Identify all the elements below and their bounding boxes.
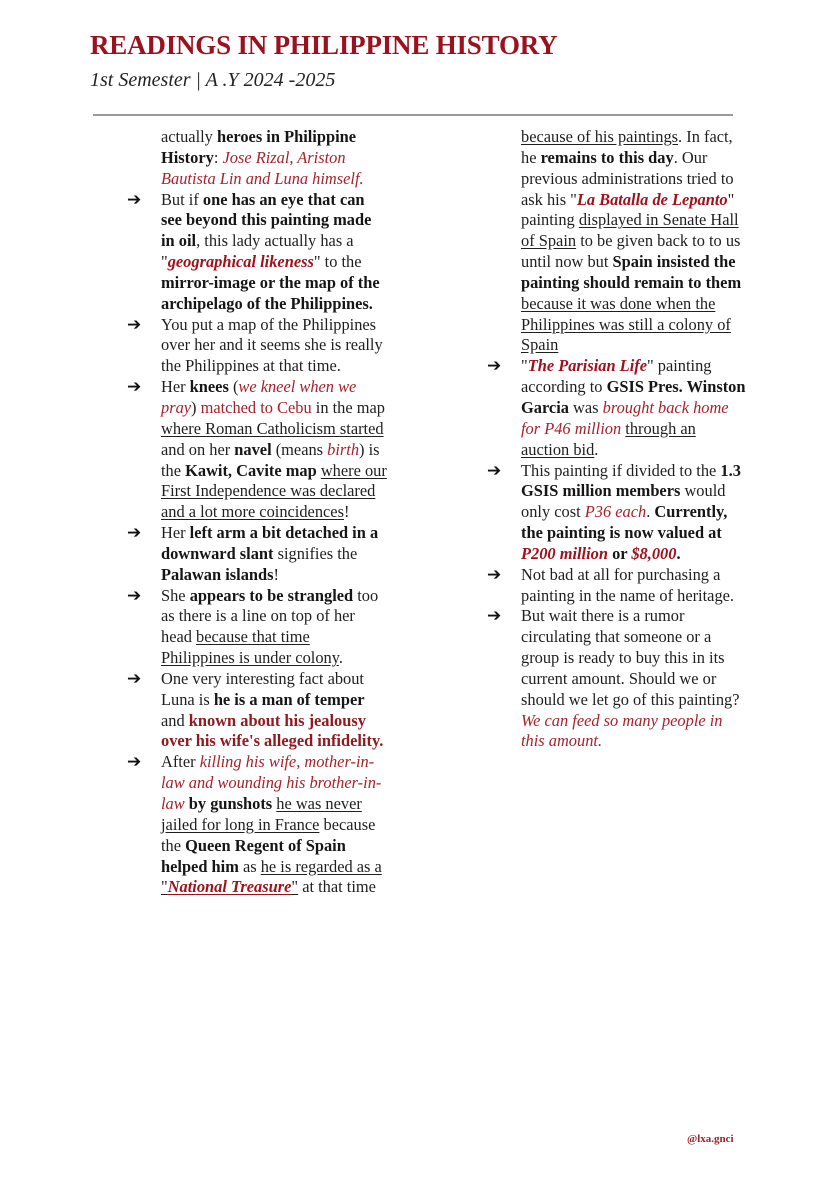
list-item	[127, 314, 387, 378]
text: at that time	[298, 877, 376, 897]
bold-text: Queen Regent of Spain helped him	[161, 835, 346, 876]
text: )	[191, 397, 201, 417]
bold-text: mirror-image or the map of the archipelago of the Philippines.	[161, 272, 380, 313]
text: This painting if divided to the	[521, 460, 721, 480]
text: Her	[161, 523, 190, 543]
underlined-text: because it was done when the Philippines was still a colony of Spain	[521, 293, 731, 355]
list-item	[487, 564, 747, 607]
underlined-text: through an auction bid	[521, 418, 696, 459]
underlined-text: he was never jailed for long in France	[161, 794, 362, 834]
red-italic-text: Jose Rizal, Ariston Bautista Lin and Luna himself.	[161, 147, 364, 188]
text: " to the	[313, 252, 362, 272]
text: , this lady actually has a "	[161, 231, 354, 272]
underlined-text: where Roman Catholicism started	[161, 418, 384, 438]
red-text: matched to Cebu	[200, 397, 312, 417]
arrow-right-icon: ➔	[487, 606, 502, 627]
red-italic-text: P36 each	[584, 502, 647, 522]
red-bold-italic-text: geographical likeness	[167, 252, 314, 272]
continuation-paragraph	[521, 127, 747, 356]
arrow-right-icon: ➔	[487, 356, 502, 377]
red-bold-italic-underlined-text: National Treasure	[167, 877, 292, 897]
text: Her	[161, 377, 190, 397]
list-item	[487, 356, 747, 460]
text: :	[213, 147, 223, 167]
underlined-text: where our First Independence was declared and a lot more coincidences	[161, 460, 387, 522]
red-bold-text: known about his jealousy over his wife's alleged infidelity.	[161, 710, 384, 751]
list-item	[127, 523, 387, 586]
bold-text: heroes in Philippine History	[161, 127, 357, 167]
text: and on her	[161, 439, 235, 459]
text: actually	[161, 127, 217, 146]
text: "	[521, 356, 528, 376]
list-item	[127, 377, 387, 523]
underlined-text: displayed in Senate Hall of Spain	[521, 210, 739, 251]
text: signifies the	[273, 543, 358, 563]
list-item	[127, 668, 387, 752]
right-column	[487, 127, 747, 752]
red-bold-italic-text: $8,000	[631, 543, 677, 563]
text: After	[161, 752, 200, 772]
list-item	[127, 585, 387, 669]
text: !	[343, 502, 350, 522]
bold-text: .	[676, 543, 681, 563]
bold-text: appears to be strangled	[189, 585, 354, 605]
red-italic-text: killing his wife, mother-in-law and wounding his brother-in-law	[161, 752, 382, 813]
text: in the map	[311, 397, 385, 417]
red-bold-italic-text: P200 million	[521, 543, 608, 563]
text: to be given back to to us until now but	[521, 231, 741, 272]
bold-text: Palawan islands	[161, 564, 274, 584]
list-item	[487, 606, 747, 752]
text: One very interesting fact about Luna is	[161, 668, 364, 709]
bold-text: or	[607, 543, 632, 563]
text: was	[568, 397, 603, 417]
list-item	[127, 189, 387, 315]
left-column	[127, 127, 387, 898]
arrow-right-icon: ➔	[127, 314, 142, 335]
list-item	[487, 460, 747, 565]
bold-text: knees	[189, 377, 229, 397]
text: .	[594, 439, 599, 459]
text: But wait there is a rumor circulating that someone or a group is ready to buy this in its current amount. Should we or should we let go of this painting?	[521, 606, 740, 709]
text: and	[161, 710, 189, 730]
bold-text: 1.3 GSIS million members	[521, 460, 741, 501]
author-handle: @lxa.gnci	[687, 1133, 734, 1145]
list-item	[127, 752, 387, 898]
arrow-right-icon: ➔	[127, 377, 142, 398]
bold-text: left arm a bit detached in a downward slant	[161, 523, 379, 563]
arrow-right-icon: ➔	[127, 752, 142, 773]
bold-text: Kawit, Cavite map	[185, 460, 317, 480]
bold-text: remains to this day	[540, 147, 674, 167]
text: as	[238, 856, 261, 876]
text: .	[338, 648, 343, 668]
text: would only cost	[521, 481, 726, 522]
text: Not bad at all for purchasing a painting in the name of heritage.	[521, 564, 735, 605]
header-divider	[93, 114, 733, 116]
arrow-right-icon: ➔	[487, 460, 502, 481]
text: " painting	[521, 189, 735, 230]
page-subtitle: 1st Semester | A .Y 2024 -2025	[90, 69, 336, 91]
text: You put a map of the Philippines over her and it seems she is really the Philippines at that time.	[161, 314, 383, 376]
text: . Our previous administrations tried to ask his "	[521, 147, 734, 209]
bold-text: navel	[234, 439, 272, 459]
text: (means	[271, 439, 328, 459]
arrow-right-icon: ➔	[127, 189, 142, 210]
red-bold-italic-text: The Parisian Life	[527, 356, 647, 376]
red-bold-italic-text: La Batalla de Lepanto	[576, 189, 728, 209]
red-italic-text: birth	[327, 439, 360, 459]
arrow-right-icon: ➔	[127, 668, 142, 689]
underlined-text: he is regarded as a "	[161, 856, 382, 897]
red-italic-text: we kneel when we pray	[161, 377, 357, 417]
bold-text: Currently, the painting is now valued at	[521, 502, 728, 543]
page-title: READINGS IN PHILIPPINE HISTORY	[90, 30, 558, 60]
text: But if	[161, 189, 203, 209]
text: . In fact, he	[521, 127, 733, 167]
red-italic-text: We can feed so many people in this amount.	[521, 710, 723, 751]
bold-text: by gunshots	[188, 794, 273, 813]
arrow-right-icon: ➔	[127, 523, 142, 544]
continuation-paragraph	[161, 127, 387, 190]
bold-text: GSIS Pres. Winston Garcia	[521, 377, 746, 417]
bold-text: one has an eye that can see beyond this painting made in oil	[161, 189, 372, 251]
arrow-right-icon: ➔	[127, 585, 142, 606]
red-italic-text: brought back home for P46 million	[521, 397, 729, 438]
text: because the	[161, 814, 376, 855]
text: too as there is a line on top of her head	[161, 585, 379, 647]
text: .	[646, 502, 655, 522]
underlined-text: "	[291, 877, 299, 897]
underlined-text: because that time Philippines is under colony	[161, 627, 339, 668]
text: ) is the	[161, 439, 380, 480]
bold-text: Spain insisted the painting should remain to them	[521, 252, 742, 292]
text: She	[161, 585, 190, 605]
text: (	[228, 377, 239, 397]
bold-text: he is a man of temper	[213, 689, 365, 709]
text: " painting according to	[521, 356, 712, 397]
text: !	[273, 564, 279, 584]
arrow-right-icon: ➔	[487, 564, 502, 585]
underlined-text: because of his paintings	[521, 127, 679, 146]
